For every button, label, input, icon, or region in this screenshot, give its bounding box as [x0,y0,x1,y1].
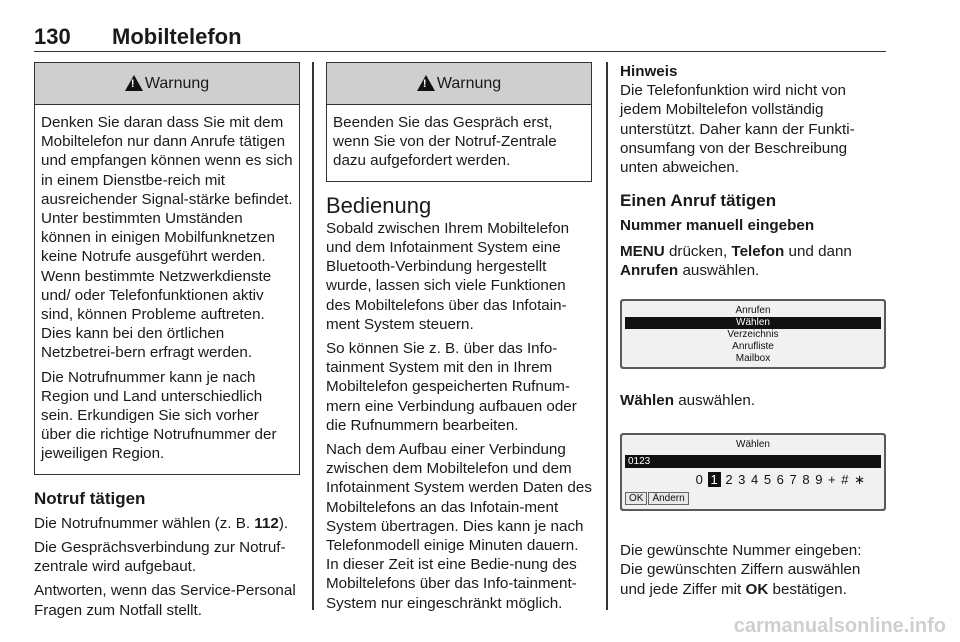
menu-item-call-list[interactable]: Anrufliste [732,341,774,353]
section-heading: Einen Anruf tätigen [620,191,777,211]
number-input[interactable]: 0123 [625,455,881,468]
page-header [34,12,886,52]
section-heading: Bedienung [326,192,432,218]
paragraph: So können Sie z. B. über das Info-tainment System mit den in Ihrem Mobiltelefon gespeicherten Rufnum-mern eine Verbindung aufbauen oder die Rufnummern bearbeiten. [326,340,577,434]
column-divider [312,62,314,610]
warning-icon [417,75,435,91]
column-divider [606,62,608,610]
instruction: MENU drücken, Telefon und dann Anrufen auswählen. [620,242,852,279]
page-title: Mobiltelefon [112,24,242,49]
warning-icon [125,75,143,91]
paragraph: Die Notrufnummer wählen (z. B. 112). [34,514,289,532]
screen-title: Anrufen [735,305,771,317]
section-heading: Notruf tätigen [34,488,146,508]
watermark: carmanualsonline.info [733,615,946,637]
page-number: 130 [34,24,71,49]
warning-title: Warnung [436,74,502,92]
selected-digit[interactable]: 1 [710,472,719,488]
warning-body [35,105,299,474]
warning-paragraph: Die Notrufnummer kann je nach Region und Land unterschiedlich sein. Erkundigen Sie sich vorher über die richtige Notrufnummer der jeweiligen Region. [41,368,277,463]
note-title: Hinweis [620,63,678,80]
menu-item-directory[interactable]: Verzeichnis [727,329,779,341]
menu-item-mailbox[interactable]: Mailbox [735,353,771,365]
instruction: Die gewünschte Nummer eingeben: Die gewünschten Ziffern auswählen und jede Ziffer mit OK bestätigen. [620,542,862,598]
screen-call-menu [620,299,886,369]
paragraph: Die Gesprächsverbindung zur Notruf-zentrale wird aufgebaut. [34,539,286,576]
paragraph: Nach dem Aufbau einer Verbindung zwischen dem Mobiltelefon und dem Infotainment System werden Daten des Mobiltelefons an das Infotain-ment System übertragen. Dies kann je nach Telefonmodell einige Minuten dauern. In dieser Zeit ist eine Bedie-nung des Mobiltelefons über das Info-tainment-System nur eingeschränkt möglich. [326,441,592,612]
paragraph: Antworten, wenn das Service-Personal Fragen zum Notfall stellt. [34,582,296,619]
paragraph: Sobald zwischen Ihrem Mobiltelefon und dem Infotainment System eine Bluetooth-Verbindung hergestellt wurde, lassen sich viele Funktionen des Mobiltelefons über das Infotain-ment System steuern. [326,219,570,333]
digit-selector[interactable]: 0 1 2 3 4 5 6 7 8 9 + # ∗ [695,472,866,488]
warning-box [326,62,592,182]
warning-title: Warnung [144,74,210,92]
screen-title: Wählen [736,439,770,451]
column-3 [620,62,886,604]
ok-button[interactable]: OK [625,492,647,505]
change-button[interactable]: Ändern [648,492,688,505]
menu-item-dial[interactable]: Wählen [625,317,881,329]
subsection-heading: Nummer manuell eingeben [620,217,815,235]
column-1 [34,62,300,625]
column-2 [326,62,592,618]
warning-body [327,105,591,181]
instruction: Wählen auswählen. [620,392,756,410]
warning-paragraph: Beenden Sie das Gespräch erst, wenn Sie von der Notruf-Zentrale dazu aufgefordert werden. [333,114,557,170]
note-text: Die Telefonfunktion wird nicht von jedem Mobiltelefon vollständig unterstützt. Daher kann der Funkti-onsumfang von der Beschreibung unten abweichen. [620,82,855,177]
warning-box [34,62,300,475]
warning-header [327,63,591,105]
warning-paragraph: Denken Sie daran dass Sie mit dem Mobiltelefon nur dann Anrufe tätigen und empfangen können wenn es sich in einem Dienstbe-reich mit ausreichender Signal-stärke befindet. Unter bestimmten Umständen können in einigen Mobilfunknetzen keine Notrufe ausgeführt werden. Wenn bestimmte Netzwerkdienste und/ oder Telefonfunktionen aktiv sind, können Probleme auftreten. Dies kann bei den örtlichen Netzbetrei-bern erfragt werden. [41,114,293,362]
warning-header [35,63,299,105]
screen-dial [620,433,886,511]
